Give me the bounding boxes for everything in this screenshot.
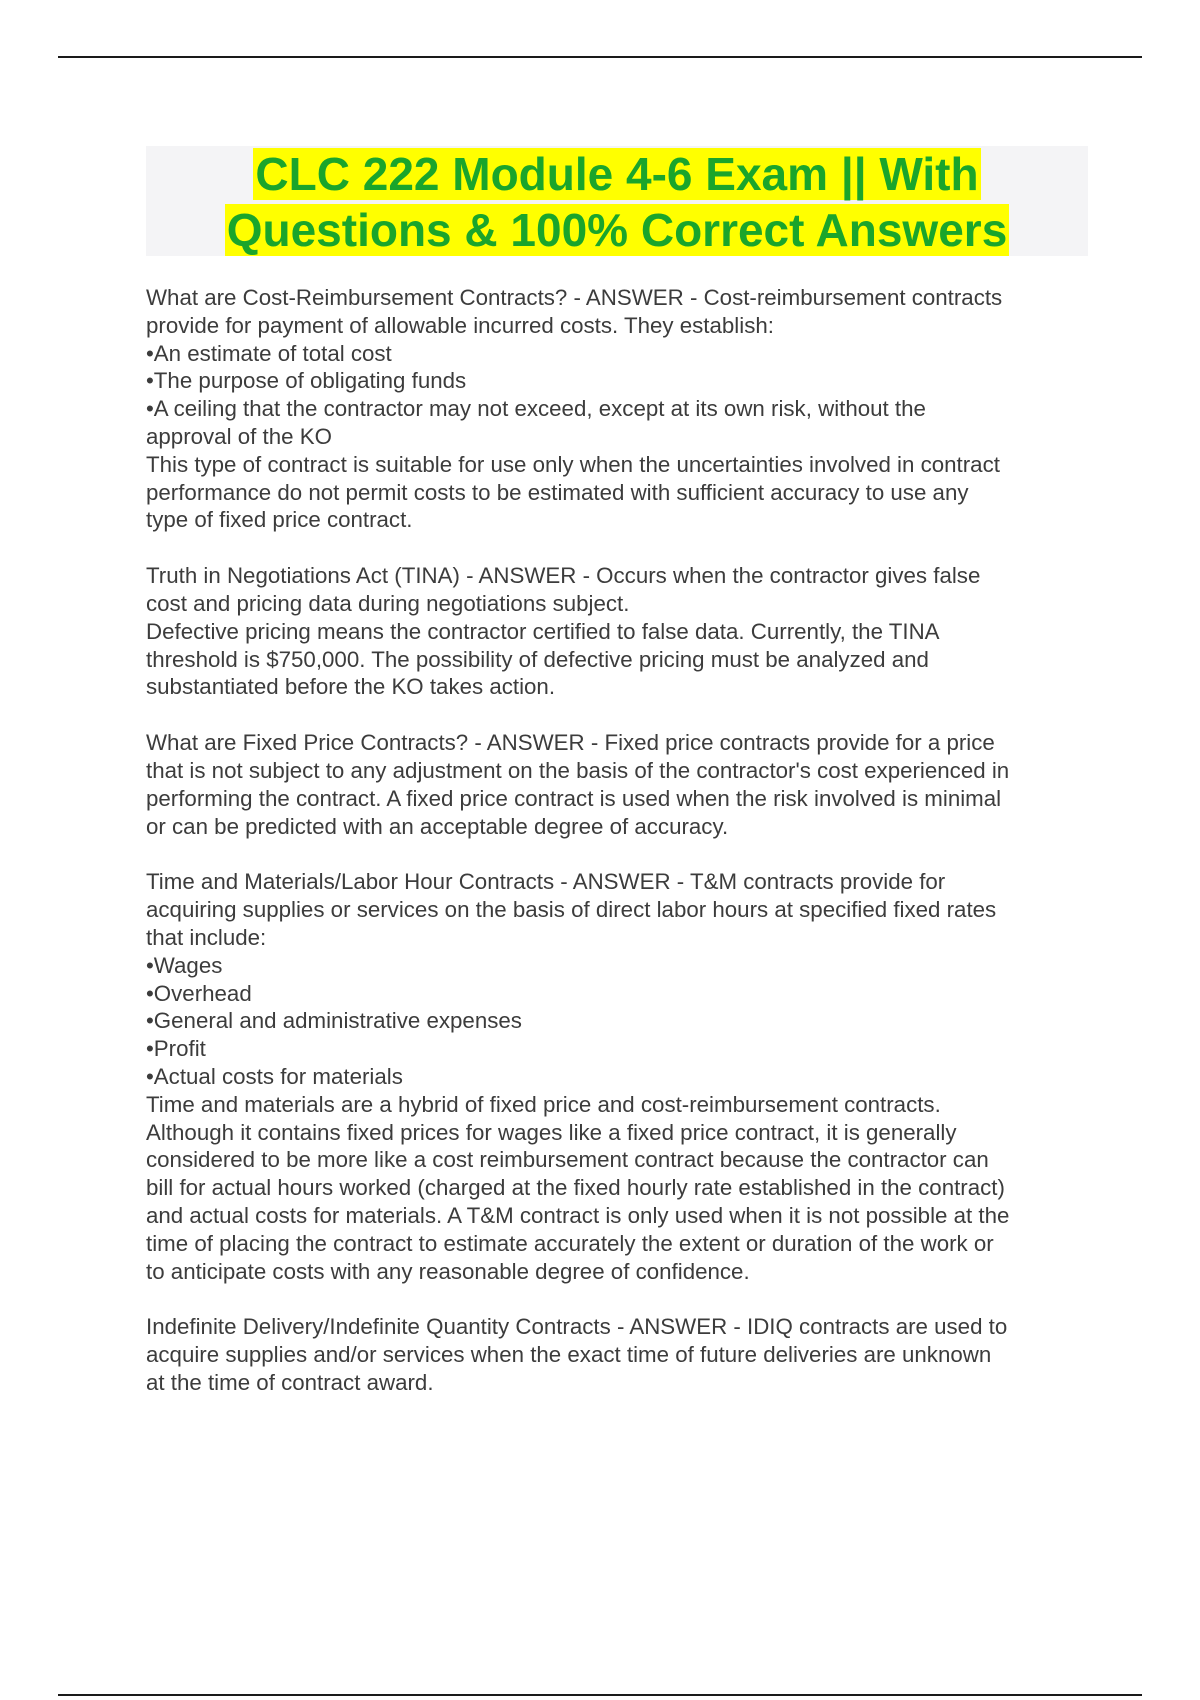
qa-block bbox=[146, 729, 1096, 840]
qa-line: This type of contract is suitable for use only when the uncertainties involved in contract bbox=[146, 451, 1000, 477]
qa-line: bill for actual hours worked (charged at the fixed hourly rate established in the contract) bbox=[146, 1175, 1005, 1201]
qa-line: type of fixed price contract. bbox=[146, 507, 413, 533]
title-line-1: CLC 222 Module 4-6 Exam || With bbox=[255, 148, 979, 200]
bottom-rule bbox=[58, 1694, 1142, 1696]
qa-line: Defective pricing means the contractor certified to false data. Currently, the TINA bbox=[146, 618, 940, 644]
qa-line: that is not subject to any adjustment on the basis of the contractor's cost experienced in bbox=[146, 757, 1010, 783]
qa-line: that include: bbox=[146, 924, 267, 950]
qa-line: •Actual costs for materials bbox=[146, 1063, 403, 1089]
qa-line: substantiated before the KO takes action. bbox=[146, 674, 556, 700]
qa-line: time of placing the contract to estimate accurately the extent or duration of the work or bbox=[146, 1230, 994, 1256]
qa-line: performance do not permit costs to be estimated with sufficient accuracy to use any bbox=[146, 479, 969, 505]
qa-line: •General and administrative expenses bbox=[146, 1008, 522, 1034]
qa-block bbox=[146, 284, 1096, 534]
qa-line: Although it contains fixed prices for wages like a fixed price contract, it is generally bbox=[146, 1119, 957, 1145]
qa-line: •Wages bbox=[146, 952, 223, 978]
top-rule bbox=[58, 56, 1142, 58]
qa-line: performing the contract. A fixed price contract is used when the risk involved is minimal bbox=[146, 785, 1002, 811]
qa-line: What are Cost-Reimbursement Contracts? - ANSWER - Cost-reimbursement contracts bbox=[146, 285, 1003, 310]
qa-line: at the time of contract award. bbox=[146, 1369, 434, 1395]
qa-line: approval of the KO bbox=[146, 423, 332, 449]
qa-line: threshold is $750,000. The possibility of defective pricing must be analyzed and bbox=[146, 646, 929, 672]
qa-line: and actual costs for materials. A T&M contract is only used when it is not possible at the bbox=[146, 1202, 1010, 1228]
qa-line: to anticipate costs with any reasonable degree of confidence. bbox=[146, 1258, 750, 1284]
qa-line: •A ceiling that the contractor may not exceed, except at its own risk, without the bbox=[146, 396, 926, 422]
qa-line: cost and pricing data during negotiations subject. bbox=[146, 590, 630, 616]
qa-line: •The purpose of obligating funds bbox=[146, 368, 467, 394]
qa-block bbox=[146, 868, 1096, 1285]
qa-line: Truth in Negotiations Act (TINA) - ANSWER - Occurs when the contractor gives false bbox=[146, 563, 981, 589]
qa-block bbox=[146, 1313, 1096, 1396]
qa-block bbox=[146, 562, 1096, 701]
qa-line: Indefinite Delivery/Indefinite Quantity Contracts - ANSWER - IDIQ contracts are used to bbox=[146, 1314, 1008, 1340]
qa-line: •Profit bbox=[146, 1036, 206, 1062]
qa-line: What are Fixed Price Contracts? - ANSWER - Fixed price contracts provide for a price bbox=[146, 730, 995, 756]
title-line-2: Questions & 100% Correct Answers bbox=[226, 204, 1008, 256]
qa-line: •An estimate of total cost bbox=[146, 340, 392, 366]
qa-line: Time and materials are a hybrid of fixed price and cost-reimbursement contracts. bbox=[146, 1091, 941, 1117]
qa-line: •Overhead bbox=[146, 980, 252, 1006]
title-banner bbox=[146, 146, 1088, 256]
qa-line: acquiring supplies or services on the basis of direct labor hours at specified fixed rates bbox=[146, 897, 997, 923]
qa-line: acquire supplies and/or services when the exact time of future deliveries are unknown bbox=[146, 1342, 992, 1368]
qa-content bbox=[146, 284, 1096, 1425]
qa-line: or can be predicted with an acceptable degree of accuracy. bbox=[146, 813, 729, 839]
qa-line: Time and Materials/Labor Hour Contracts - ANSWER - T&M contracts provide for bbox=[146, 869, 946, 895]
qa-line: provide for payment of allowable incurred costs. They establish: bbox=[146, 312, 774, 338]
qa-line: considered to be more like a cost reimbursement contract because the contractor can bbox=[146, 1147, 989, 1173]
